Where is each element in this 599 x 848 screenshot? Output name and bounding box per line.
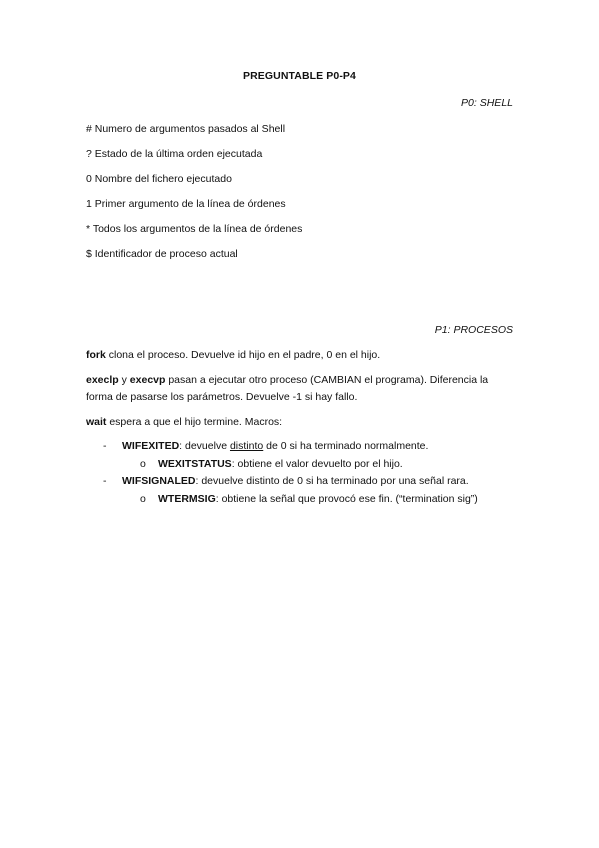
submacro-text: : obtiene la señal que provocó ese fin. (“termination sig”) <box>215 493 478 505</box>
underlined-word: distinto <box>229 440 264 452</box>
macro-item-wifexited <box>122 440 428 452</box>
fork-paragraph <box>86 347 516 364</box>
submacro-term: WEXITSTATUS <box>158 458 232 470</box>
macro-subitem-wtermsig <box>158 493 478 505</box>
shell-var-zero: 0 Nombre del fichero ejecutado <box>86 173 232 185</box>
shell-var-one: 1 Primer argumento de la línea de órdenes <box>86 198 286 210</box>
exec-paragraph <box>86 372 516 406</box>
macro-item-wifsignaled <box>122 475 469 487</box>
exec-connector: y <box>118 374 130 386</box>
dash-bullet: - <box>103 440 107 452</box>
section-heading-p0: P0: SHELL <box>461 97 513 109</box>
macro-text-rest: de 0 si ha terminado normalmente. <box>263 440 429 452</box>
circle-bullet: o <box>140 493 146 505</box>
shell-var-hash: # Numero de argumentos pasados al Shell <box>86 123 286 135</box>
circle-bullet: o <box>140 458 146 470</box>
fork-term: fork <box>86 349 106 361</box>
shell-var-dollar: $ Identificador de proceso actual <box>86 248 238 260</box>
execvp-term: execvp <box>129 374 166 386</box>
macro-subitem-wexitstatus <box>158 458 403 470</box>
macro-term: WIFSIGNALED <box>122 475 196 487</box>
macro-term: WIFEXITED <box>122 440 180 452</box>
submacro-term: WTERMSIG <box>158 493 216 505</box>
shell-var-question: ? Estado de la última orden ejecutada <box>86 148 263 160</box>
wait-text: espera a que el hijo termine. Macros: <box>106 416 283 428</box>
dash-bullet: - <box>103 475 107 487</box>
wait-term: wait <box>86 416 107 428</box>
submacro-text: : obtiene el valor devuelto por el hijo. <box>231 458 403 470</box>
section-heading-p1: P1: PROCESOS <box>434 324 513 336</box>
execlp-term: execlp <box>86 374 119 386</box>
macro-text: : devuelve distinto de 0 si ha terminado por una señal rara. <box>195 475 469 487</box>
wait-paragraph <box>86 414 516 431</box>
macro-text: : devuelve <box>179 440 230 452</box>
shell-var-star: * Todos los argumentos de la línea de órdenes <box>86 223 303 235</box>
page-title: PREGUNTABLE P0-P4 <box>243 70 356 82</box>
exec-text: pasan a ejecutar otro proceso (CAMBIAN el programa). Diferencia la forma de pasarse los parámetros. Devuelve -1 si hay fallo. <box>86 374 489 403</box>
fork-text: clona el proceso. Devuelve id hijo en el padre, 0 en el hijo. <box>105 349 381 361</box>
